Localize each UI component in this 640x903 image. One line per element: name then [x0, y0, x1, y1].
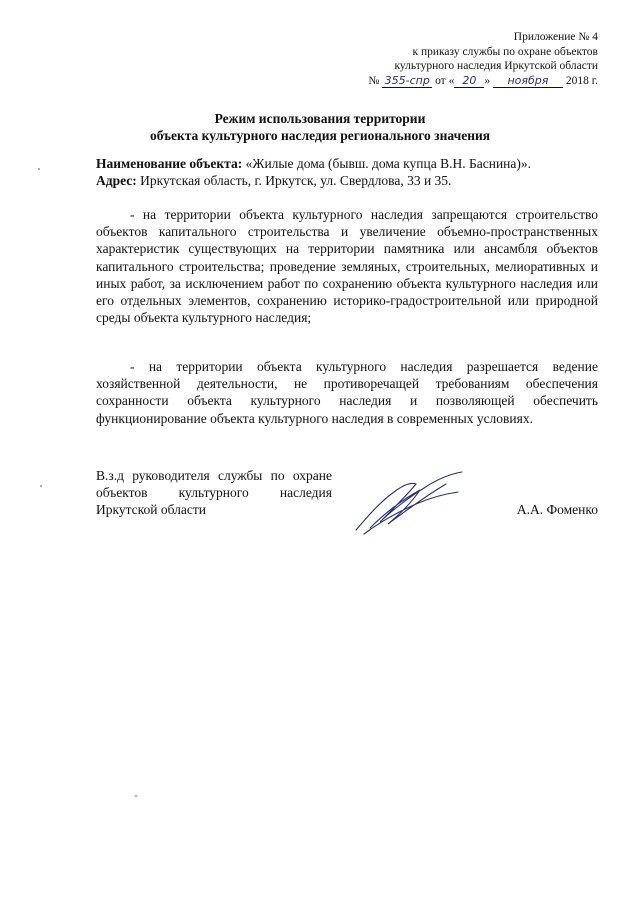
title-line-2: объекта культурного наследия регионального значения [149, 128, 491, 143]
scan-speck [135, 795, 137, 797]
document-title [0, 110, 640, 144]
paragraph-permissions: - на территории объекта культурного наследия разрешается ведение хозяйственной деятельности, не противоречащей требованиям обеспечения сохранности объекта культурного наследия и позволяющей обеспечить функционирование объекта культурного наследия в современных условиях. [96, 359, 598, 426]
object-address-label: Адрес: [96, 173, 137, 188]
signatory-position: В.з.д руководителя службы по охране объектов культурного наследия Иркутской области [96, 468, 332, 517]
object-name-row [96, 155, 600, 172]
handwritten-signature [350, 468, 470, 538]
object-address-row [96, 172, 600, 189]
order-year: 2018 г. [565, 74, 598, 87]
order-day-handwritten: 20 [454, 75, 484, 88]
order-no-prefix: № [368, 74, 380, 87]
scan-speck [38, 168, 40, 170]
signatory-name: А.А. Фоменко [516, 502, 598, 517]
appendix-line-2: к приказу службы по охране объектов [412, 45, 598, 58]
scan-speck [40, 485, 42, 487]
order-number-line [368, 74, 598, 89]
order-close-quote: » [484, 74, 491, 87]
object-name-label: Наименование объекта: [96, 156, 243, 171]
object-name-value: «Жилые дома (бывш. дома купца В.Н. Баснина)». [245, 156, 532, 171]
appendix-line-3: культурного наследия Иркутской области [394, 60, 598, 72]
order-from-word: от « [435, 74, 455, 87]
object-address-value: Иркутская область, г. Иркутск, ул. Свердлова, 33 и 35. [140, 173, 452, 188]
object-info [96, 155, 600, 189]
order-number-handwritten: 355-спр [382, 75, 432, 88]
appendix-header [368, 30, 598, 88]
order-month-handwritten: ноября [493, 75, 563, 88]
title-line-1: Режим использования территории [214, 111, 426, 126]
paragraph-prohibitions: - на территории объекта культурного наследия запрещаются строительство объектов капитального строительства и увеличение объемно-пространственных характеристик существующих на территории памятника или ансамбля объектов капитального строительства; проведение земляных, строительных, мелиоративных и иных работ, за исключением работ по сохранению объекта культурного наследия или его отдельных элементов, сохранению историко-градостроительной или природной среды объекта культурного наследия; [96, 207, 598, 326]
appendix-line-1: Приложение № 4 [513, 31, 598, 43]
